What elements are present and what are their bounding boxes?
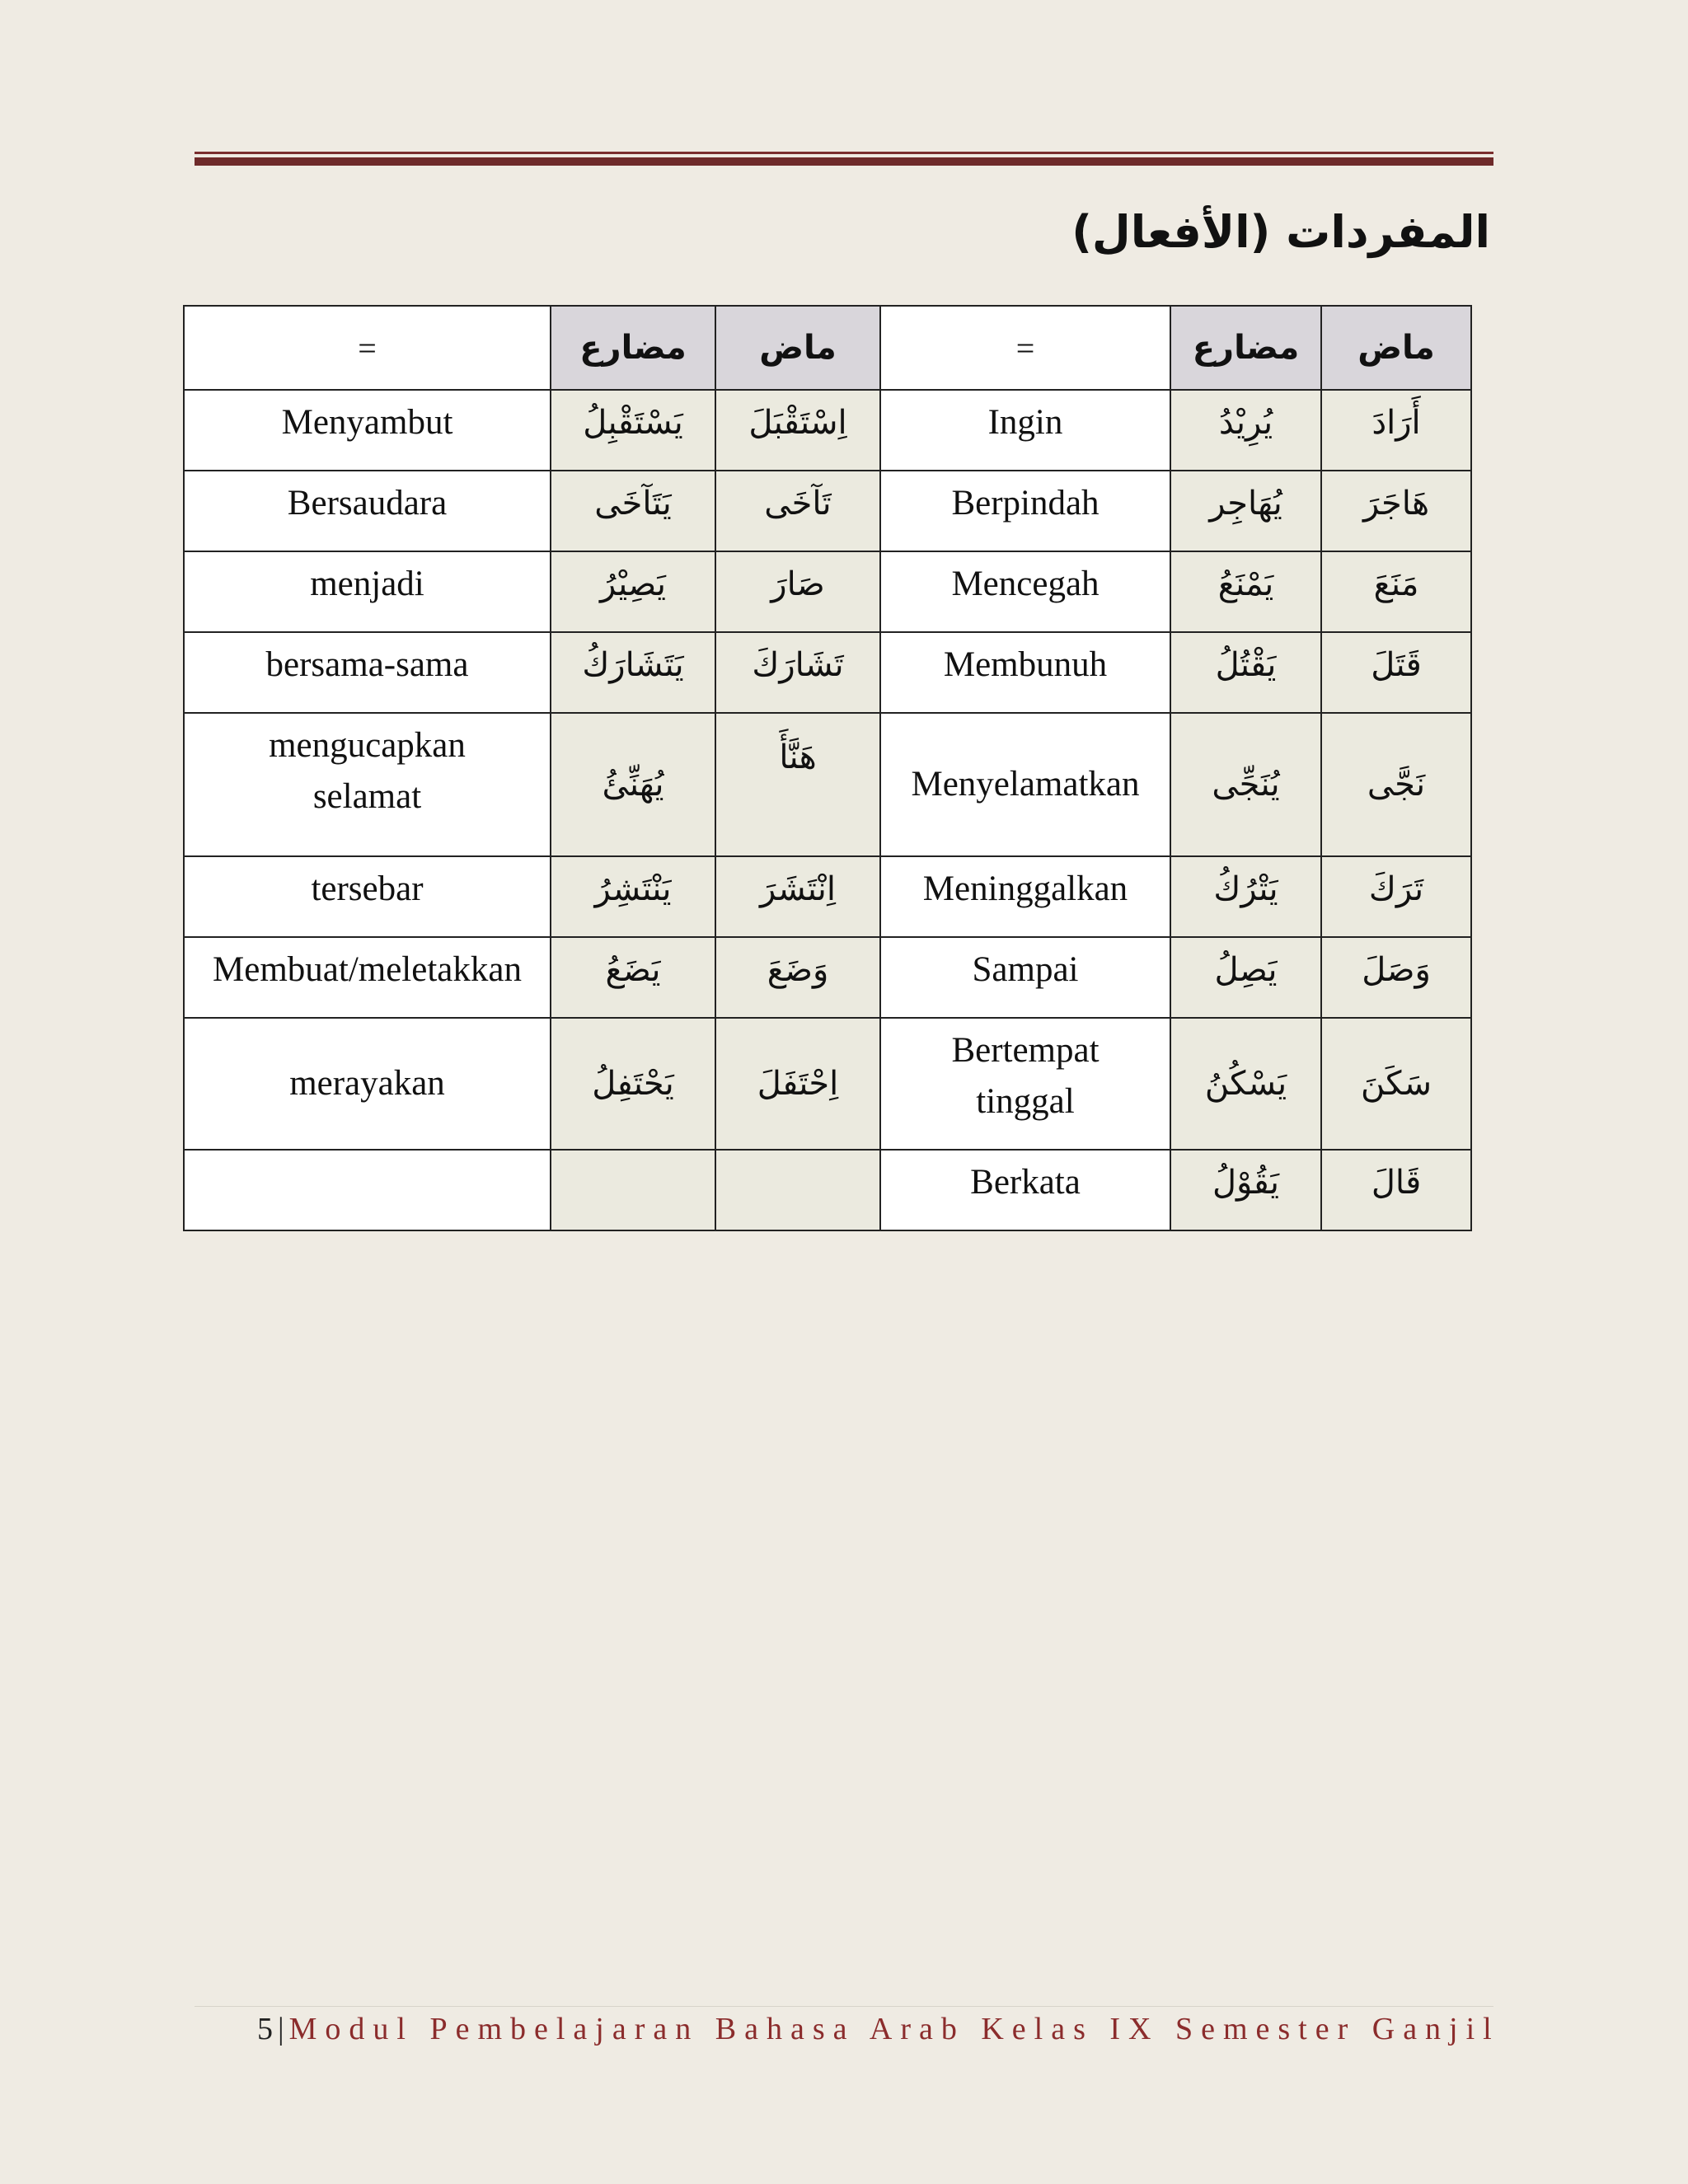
mudhari-cell-left: يَتَآخَى <box>551 471 715 551</box>
table-row <box>184 471 1471 551</box>
mudhari-cell-right: يَقُوْلُ <box>1170 1150 1321 1230</box>
header-meaning-right: = <box>880 306 1170 390</box>
mudhari-cell-left: يُهَنِّئُ <box>551 713 715 856</box>
meaning-cell-right: Ingin <box>880 390 1170 471</box>
meaning-cell-left: menjadi <box>184 551 551 632</box>
madhi-cell-left: تَشَارَكَ <box>715 632 880 713</box>
mudhari-cell-right: يَمْنَعُ <box>1170 551 1321 632</box>
madhi-cell-left <box>715 1150 880 1230</box>
madhi-cell-left: صَارَ <box>715 551 880 632</box>
footer-rule <box>195 2006 1493 2007</box>
meaning-cell-left: Menyambut <box>184 390 551 471</box>
page-footer <box>257 2008 1500 2050</box>
meaning-cell-left: tersebar <box>184 856 551 937</box>
mudhari-cell-left: يَصِيْرُ <box>551 551 715 632</box>
mudhari-cell-left: يَتَشَارَكُ <box>551 632 715 713</box>
meaning-cell-left <box>184 713 551 856</box>
header-meaning-left: = <box>184 306 551 390</box>
meaning-cell-left: bersama-sama <box>184 632 551 713</box>
mudhari-cell-left: يَسْتَقْبِلُ <box>551 390 715 471</box>
madhi-cell-left: اِنْتَشَرَ <box>715 856 880 937</box>
mudhari-cell-left: يَضَعُ <box>551 937 715 1018</box>
page-number: 5 <box>257 2012 274 2046</box>
mudhari-cell-left: يَنْتَشِرُ <box>551 856 715 937</box>
madhi-cell-left: وَضَعَ <box>715 937 880 1018</box>
mudhari-cell-right: يُنَجِّى <box>1170 713 1321 856</box>
meaning-cell-right: Berpindah <box>880 471 1170 551</box>
header-mudhari-right: مضارع <box>1170 306 1321 390</box>
mudhari-cell-right: يَقْتُلُ <box>1170 632 1321 713</box>
madhi-cell-left: هَنَّأَ <box>715 713 880 856</box>
madhi-cell-right: هَاجَرَ <box>1321 471 1471 551</box>
header-madhi-left: ماض <box>715 306 880 390</box>
footer-separator: | <box>278 2012 284 2046</box>
madhi-cell-right: تَرَكَ <box>1321 856 1471 937</box>
table-row <box>184 937 1471 1018</box>
madhi-cell-right: قَالَ <box>1321 1150 1471 1230</box>
table-row <box>184 632 1471 713</box>
mudhari-cell-right: يُهَاجِر <box>1170 471 1321 551</box>
table-row <box>184 1018 1471 1150</box>
header-mudhari-left: مضارع <box>551 306 715 390</box>
page-title: المفردات (الأفعال) <box>1071 206 1490 258</box>
table-header-row <box>184 306 1471 390</box>
meaning-cell-right <box>880 1018 1170 1150</box>
madhi-cell-left: تَآخَى <box>715 471 880 551</box>
meaning-cell-right: Mencegah <box>880 551 1170 632</box>
madhi-cell-right: وَصَلَ <box>1321 937 1471 1018</box>
table-row <box>184 551 1471 632</box>
meaning-cell-right: Menyelamatkan <box>880 713 1170 856</box>
meaning-cell-right: Berkata <box>880 1150 1170 1230</box>
madhi-cell-left: اِحْتَفَلَ <box>715 1018 880 1150</box>
meaning-line: mengucapkan <box>269 726 466 765</box>
vocabulary-table <box>183 305 1472 1231</box>
meaning-cell-left: Bersaudara <box>184 471 551 551</box>
meaning-line: tinggal <box>976 1082 1075 1121</box>
mudhari-cell-right: يُرِيْدُ <box>1170 390 1321 471</box>
meaning-cell-right: Meninggalkan <box>880 856 1170 937</box>
header-rule-thin <box>195 152 1493 154</box>
header-rule-thick <box>195 157 1493 166</box>
mudhari-cell-right: يَسْكُنُ <box>1170 1018 1321 1150</box>
madhi-cell-left: اِسْتَقْبَلَ <box>715 390 880 471</box>
madhi-cell-right: مَنَعَ <box>1321 551 1471 632</box>
table-row <box>184 390 1471 471</box>
madhi-cell-right: قَتَلَ <box>1321 632 1471 713</box>
table-row <box>184 856 1471 937</box>
meaning-line: Bertempat <box>951 1031 1100 1070</box>
mudhari-cell-right: يَتْرُكُ <box>1170 856 1321 937</box>
mudhari-cell-right: يَصِلُ <box>1170 937 1321 1018</box>
meaning-cell-left: merayakan <box>184 1018 551 1150</box>
madhi-cell-right: أَرَادَ <box>1321 390 1471 471</box>
madhi-cell-right: سَكَنَ <box>1321 1018 1471 1150</box>
mudhari-cell-left <box>551 1150 715 1230</box>
mudhari-cell-left: يَحْتَفِلُ <box>551 1018 715 1150</box>
header-madhi-right: ماض <box>1321 306 1471 390</box>
meaning-cell-left: Membuat/meletakkan <box>184 937 551 1018</box>
madhi-cell-right: نَجَّى <box>1321 713 1471 856</box>
table-row <box>184 1150 1471 1230</box>
meaning-cell-left <box>184 1150 551 1230</box>
meaning-cell-right: Sampai <box>880 937 1170 1018</box>
meaning-line: selamat <box>312 777 422 816</box>
meaning-cell-right: Membunuh <box>880 632 1170 713</box>
footer-text: Modul Pembelajaran Bahasa Arab Kelas IX Semester Ganjil <box>288 2012 1500 2046</box>
table-row <box>184 713 1471 856</box>
